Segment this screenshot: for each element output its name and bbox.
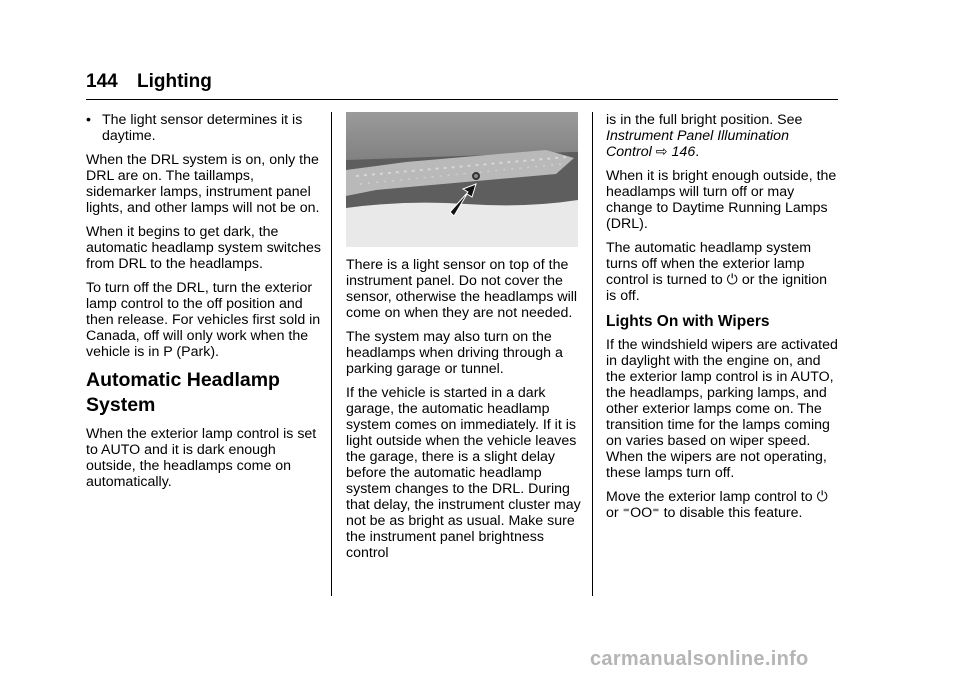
page-number: 144 xyxy=(86,71,118,92)
reference-page[interactable]: 146 xyxy=(671,144,696,160)
power-off-icon: ⏻ xyxy=(816,489,828,505)
header-rule xyxy=(86,99,838,100)
parking-lamp-icon: ⁼OO⁼ xyxy=(622,505,660,521)
section-title: Lighting xyxy=(136,71,212,92)
paragraph: If the vehicle is started in a dark garage, the automatic headlamp system comes on immediately. If it is light outside when the vehicle leaves the garage, there is a slight delay before the automatic headlamp system changes to the DRL. During that delay, the instrument cluster may not be as bright as usual. Make sure the instrument panel brightness control xyxy=(346,385,581,561)
column-3 xyxy=(606,112,838,529)
column-2 xyxy=(346,112,582,569)
paragraph: Move the exterior lamp control to ⏻ or ⁼OO⁼ to disable this feature. xyxy=(606,489,828,521)
paragraph: When it is bright enough outside, the headlamps will turn off or may change to Daytime Running Lamps (DRL). xyxy=(606,168,837,232)
paragraph: The system may also turn on the headlamps when driving through a parking garage or tunnel. xyxy=(346,329,563,377)
paragraph: When it begins to get dark, the automatic headlamp system switches from DRL to the headlamps. xyxy=(86,224,321,272)
bullet-text: The light sensor determines it is daytime. xyxy=(102,112,303,144)
bullet-icon: • xyxy=(86,112,91,128)
paragraph: The automatic headlamp system turns off when the exterior lamp control is turned to ⏻ or the ignition is off. xyxy=(606,240,828,304)
paragraph: is in the full bright position. See Instrument Panel Illumination Control ⇨ 146. xyxy=(606,112,803,160)
reference-arrow-icon: ⇨ xyxy=(655,144,668,160)
bullet-item xyxy=(86,112,322,144)
paragraph: When the exterior lamp control is set to AUTO and it is dark enough outside, the headlamps come on automatically. xyxy=(86,426,317,490)
column-1 xyxy=(86,112,322,498)
paragraph: If the windshield wipers are activated in daylight with the engine on, and the exterior lamp control is in AUTO, the headlamps, parking lamps, and other exterior lamps come on. The transition time for the lamps coming on varies based on wiper speed. When the wipers are not operating, these lamps turn off. xyxy=(606,337,838,481)
light-sensor-photo xyxy=(346,112,578,247)
column-divider xyxy=(592,112,593,596)
page-header xyxy=(86,71,212,93)
paragraph: When the DRL system is on, only the DRL are on. The taillamps, sidemarker lamps, instrument panel lights, and other lamps will not be on. xyxy=(86,152,320,216)
cross-reference-link[interactable]: Instrument Panel Illumination Control xyxy=(606,128,789,160)
column-divider xyxy=(331,112,332,596)
paragraph: To turn off the DRL, turn the exterior lamp control to the off position and then release. For vehicles first sold in Canada, off will only work when the vehicle is in P (Park). xyxy=(86,280,321,360)
section-heading: Automatic Headlamp System xyxy=(86,369,280,416)
section-heading: Lights On with Wipers xyxy=(606,313,770,330)
watermark: carmanualsonline.info xyxy=(590,648,809,670)
dashboard-illustration xyxy=(346,112,578,247)
power-off-icon: ⏻ xyxy=(726,272,738,288)
paragraph: There is a light sensor on top of the instrument panel. Do not cover the sensor, otherwise the headlamps will come on when they are not needed. xyxy=(346,257,578,321)
